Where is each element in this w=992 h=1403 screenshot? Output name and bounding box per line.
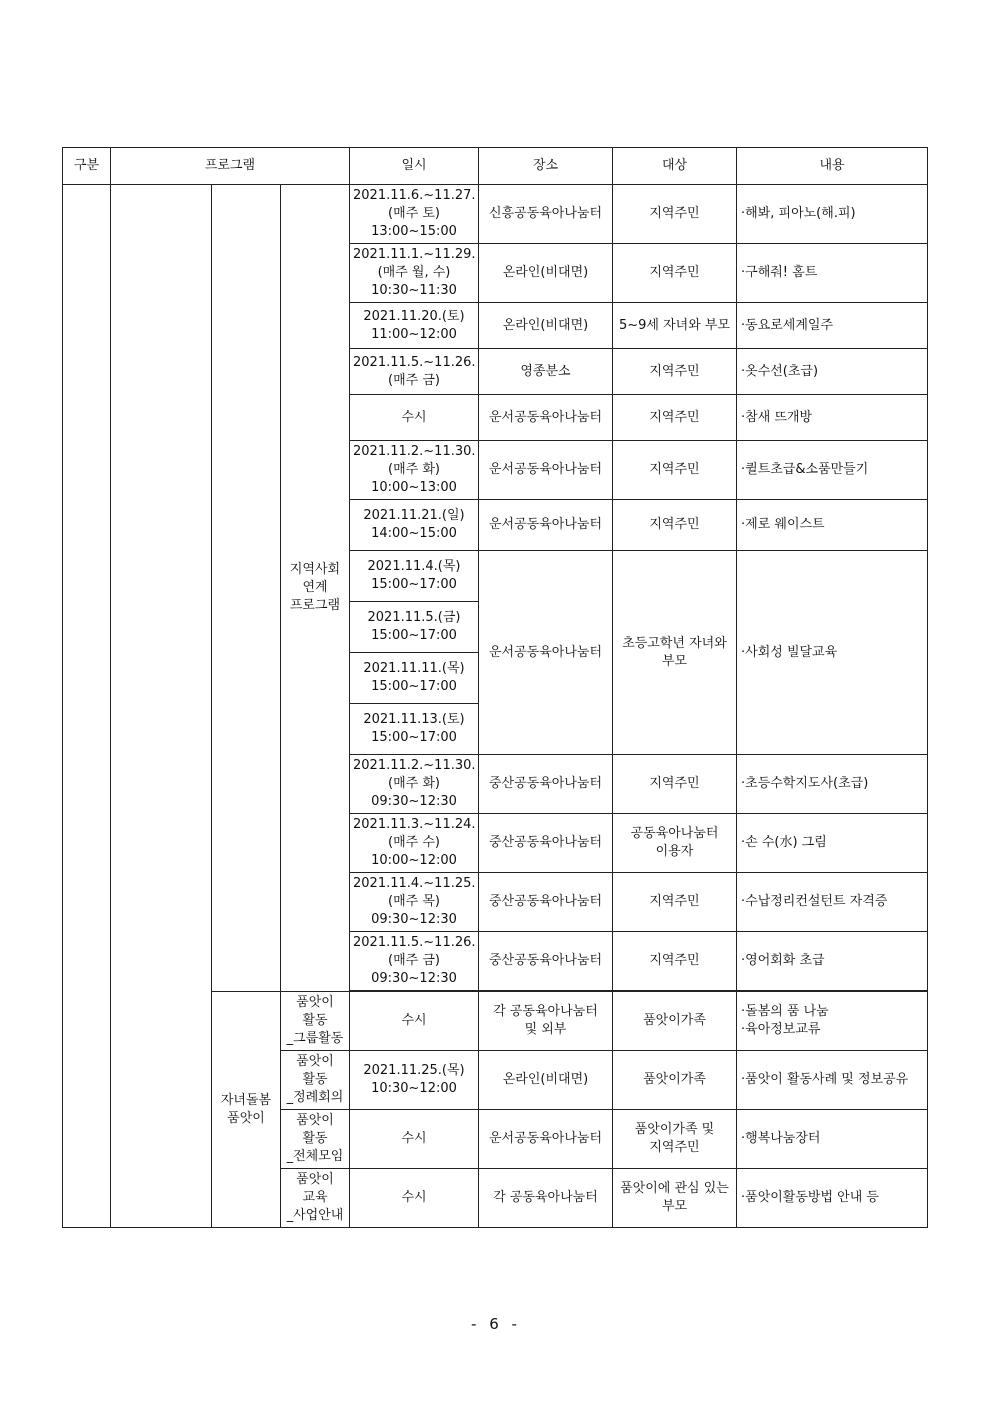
target-cell: 지역주민: [613, 185, 737, 244]
date-cell: 2021.11.2.~11.30. (매주 화) 09:30~12:30: [350, 755, 479, 814]
place-cell: 운서공동육아나눔터: [479, 1110, 613, 1169]
place-cell: 운서공동육아나눔터: [479, 395, 613, 441]
target-cell: 지역주민: [613, 932, 737, 991]
date-cell: 2021.11.4.~11.25. (매주 목) 09:30~12:30: [350, 873, 479, 932]
content-cell: ·품앗이활동방법 안내 등: [737, 1169, 928, 1228]
content-cell: ·행복나눔장터: [737, 1110, 928, 1169]
program-cell: [111, 185, 212, 1228]
content-cell: ·해봐, 피아노(해.피): [737, 185, 928, 244]
place-cell: 중산공동육아나눔터: [479, 814, 613, 873]
header-target: 대상: [613, 148, 737, 185]
date-cell: 2021.11.21.(일) 14:00~15:00: [350, 500, 479, 551]
target-cell: 지역주민: [613, 441, 737, 500]
target-cell: 지역주민: [613, 755, 737, 814]
header-place: 장소: [479, 148, 613, 185]
content-cell: ·손 수(水) 그림: [737, 814, 928, 873]
date-cell: 2021.11.25.(목) 10:30~12:00: [350, 1051, 479, 1110]
date-cell: 2021.11.5.~11.26. (매주 금): [350, 349, 479, 395]
category-cell: [63, 185, 111, 1228]
program-schedule-table: [62, 147, 928, 1228]
sub-program-cell: 품앗이 활동 _그룹활동: [281, 992, 350, 1051]
place-cell: 중산공동육아나눔터: [479, 755, 613, 814]
place-cell: 온라인(비대면): [479, 1051, 613, 1110]
target-cell: 지역주민: [613, 500, 737, 551]
header-date: 일시: [350, 148, 479, 185]
place-cell: 온라인(비대면): [479, 244, 613, 303]
date-cell: 2021.11.20.(토) 11:00~12:00: [350, 303, 479, 349]
content-cell: ·초등수학지도사(초급): [737, 755, 928, 814]
date-cell: 수시: [350, 992, 479, 1051]
target-cell: 지역주민: [613, 349, 737, 395]
group-pumasi: 자녀돌봄 품앗이: [212, 992, 281, 1228]
place-cell: 운서공동육아나눔터: [479, 441, 613, 500]
content-cell: ·동요로세계일주: [737, 303, 928, 349]
target-cell: 품앗이가족: [613, 992, 737, 1051]
date-cell: 2021.11.4.(목) 15:00~17:00: [350, 551, 479, 602]
place-cell: 중산공동육아나눔터: [479, 873, 613, 932]
date-cell: 2021.11.5.(금) 15:00~17:00: [350, 602, 479, 653]
date-cell: 2021.11.2.~11.30. (매주 화) 10:00~13:00: [350, 441, 479, 500]
target-cell: 지역주민: [613, 395, 737, 441]
table-row: [63, 185, 928, 244]
content-cell: ·퀼트초급&소품만들기: [737, 441, 928, 500]
target-cell: 품앗이가족 및 지역주민: [613, 1110, 737, 1169]
content-cell: ·구해줘! 홈트: [737, 244, 928, 303]
sub-program-cell: 품앗이 활동 _전체모임: [281, 1110, 350, 1169]
date-cell: 수시: [350, 1169, 479, 1228]
header-content: 내용: [737, 148, 928, 185]
target-cell: 초등고학년 자녀와 부모: [613, 551, 737, 755]
page-number: - 6 -: [471, 1315, 521, 1333]
group-community: 지역사회 연계 프로그램: [281, 185, 350, 992]
place-cell: 온라인(비대면): [479, 303, 613, 349]
date-cell: 2021.11.1.~11.29. (매주 월, 수) 10:30~11:30: [350, 244, 479, 303]
place-cell: 운서공동육아나눔터: [479, 551, 613, 755]
target-cell: 품앗이에 관심 있는 부모: [613, 1169, 737, 1228]
content-cell: ·수납정리컨설턴트 자격증: [737, 873, 928, 932]
group-col-blank: [212, 185, 281, 992]
date-cell: 2021.11.13.(토) 15:00~17:00: [350, 704, 479, 755]
header-category: 구분: [63, 148, 111, 185]
target-cell: 5~9세 자녀와 부모: [613, 303, 737, 349]
content-cell: ·품앗이 활동사례 및 정보공유: [737, 1051, 928, 1110]
target-cell: 품앗이가족: [613, 1051, 737, 1110]
date-cell: 2021.11.6.~11.27. (매주 토) 13:00~15:00: [350, 185, 479, 244]
date-cell: 2021.11.3.~11.24. (매주 수) 10:00~12:00: [350, 814, 479, 873]
place-cell: 영종분소: [479, 349, 613, 395]
content-cell: ·사회성 빌달교육: [737, 551, 928, 755]
date-cell: 수시: [350, 1110, 479, 1169]
content-cell: ·돌봄의 품 나눔 ·육아정보교류: [737, 992, 928, 1051]
place-cell: 신흥공동육아나눔터: [479, 185, 613, 244]
target-cell: 지역주민: [613, 873, 737, 932]
target-cell: 공동육아나눔터 이용자: [613, 814, 737, 873]
sub-program-cell: 품앗이 교육 _사업안내: [281, 1169, 350, 1228]
content-cell: ·옷수선(초급): [737, 349, 928, 395]
header-program: 프로그램: [111, 148, 350, 185]
target-cell: 지역주민: [613, 244, 737, 303]
sub-program-cell: 품앗이 활동 _정례회의: [281, 1051, 350, 1110]
date-cell: 2021.11.11.(목) 15:00~17:00: [350, 653, 479, 704]
content-cell: ·제로 웨이스트: [737, 500, 928, 551]
table-header-row: [63, 148, 928, 185]
place-cell: 각 공동육아나눔터: [479, 1169, 613, 1228]
place-cell: 중산공동육아나눔터: [479, 932, 613, 991]
content-cell: ·참새 뜨개방: [737, 395, 928, 441]
date-cell: 수시: [350, 395, 479, 441]
date-cell: 2021.11.5.~11.26. (매주 금) 09:30~12:30: [350, 932, 479, 991]
place-cell: 운서공동육아나눔터: [479, 500, 613, 551]
place-cell: 각 공동육아나눔터 및 외부: [479, 992, 613, 1051]
content-cell: ·영어회화 초급: [737, 932, 928, 991]
